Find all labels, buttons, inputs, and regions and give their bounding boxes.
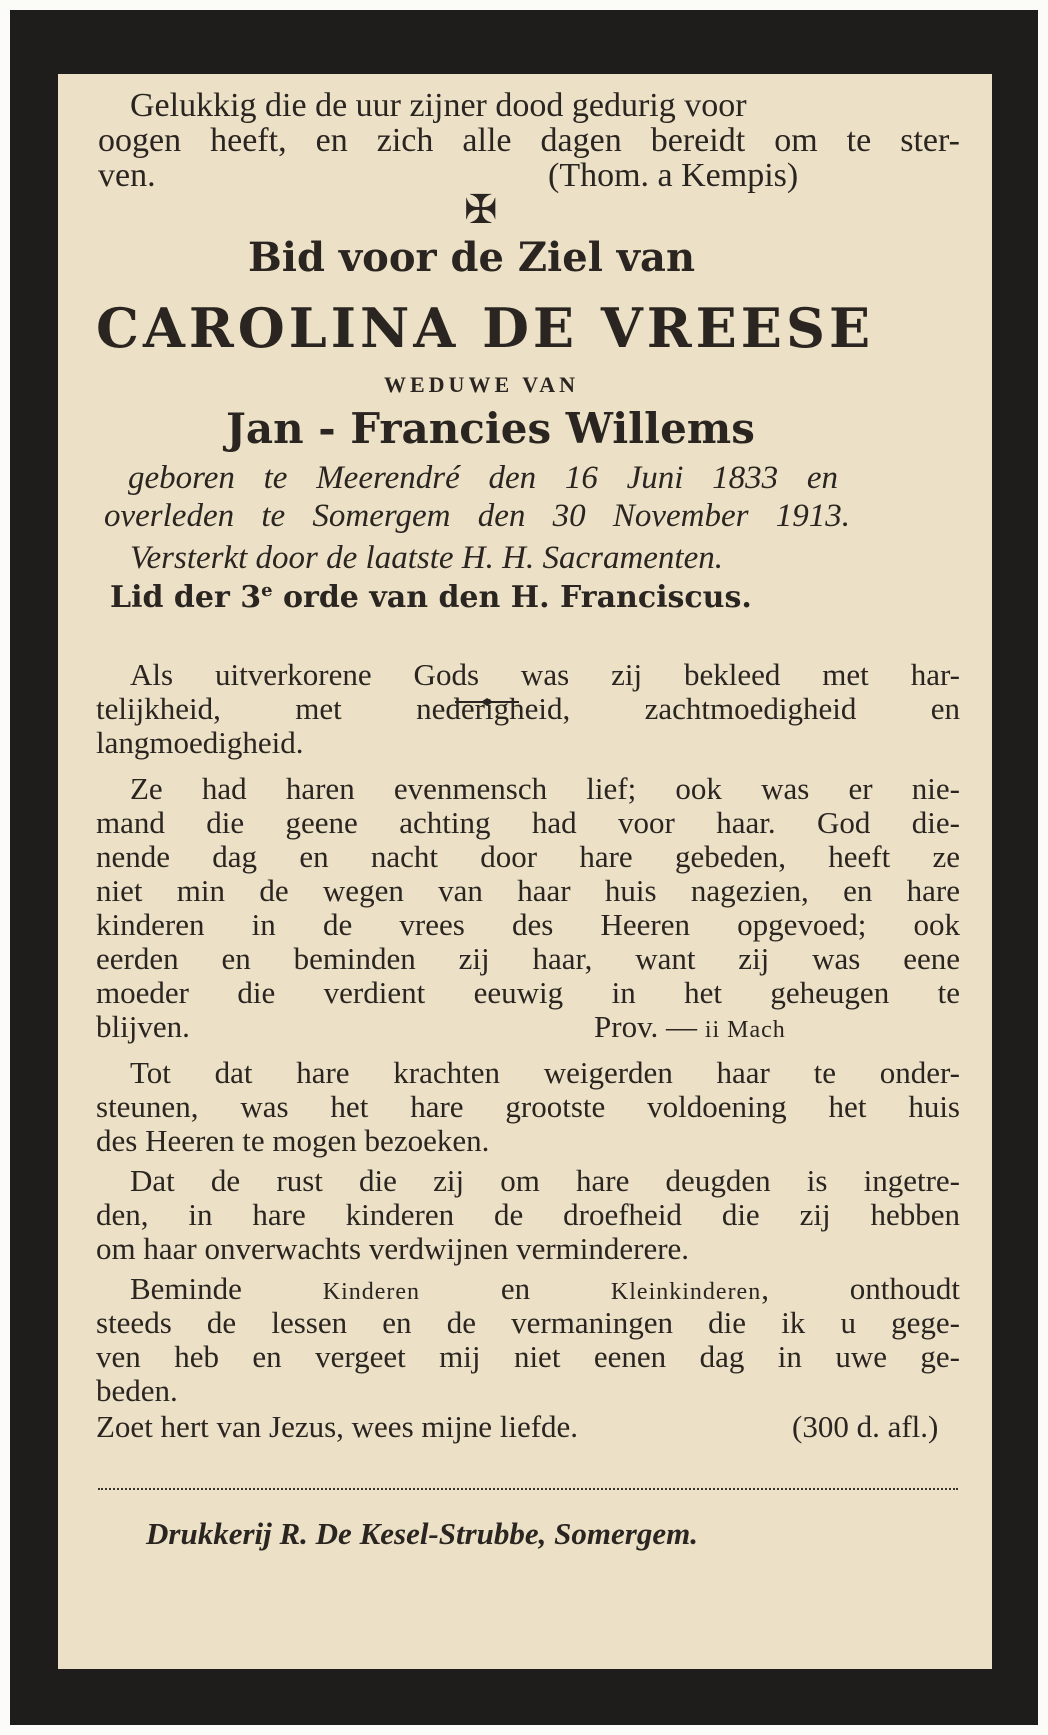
scripture-ref-prov: Prov. — <box>594 1009 705 1044</box>
memorial-card <box>10 10 1038 1725</box>
bid-heading: Bid voor de Ziel van <box>248 234 696 281</box>
paragraph-4-line-3: om haar onverwachts verdwijnen verminderere. <box>96 1231 690 1266</box>
order-suffix: orde van den H. Franciscus. <box>272 580 752 615</box>
epigraph-line-1: Gelukkig die de uur zijner dood gedurig voor <box>130 87 747 124</box>
p5-en: en <box>420 1271 611 1306</box>
paragraph-1-line-2: telijkheid, met nederigheid, zachtmoedigheid en <box>96 691 960 726</box>
death-line: overleden te Somergem den 30 November 1913. <box>104 498 850 534</box>
paragraph-2-line-6: eerden en beminden zij haar, want zij was eene <box>96 941 960 976</box>
scripture-reference <box>594 1010 786 1047</box>
p5-kleinkinderen: Kleinkinderen <box>610 1279 762 1305</box>
sacraments-line: Versterkt door de laatste H. H. Sacramenten. <box>130 540 723 576</box>
order-prefix: Lid der 3 <box>110 580 262 615</box>
paragraph-1-line-1: Als uitverkorene Gods was zij bekleed met har- <box>130 657 960 692</box>
paragraph-4-line-1: Dat de rust die zij om hare deugden is ingetre- <box>130 1163 960 1198</box>
dotted-separator <box>98 1488 958 1490</box>
paragraph-2-line-5: kinderen in de vrees des Heeren opgevoed; ook <box>96 907 960 942</box>
paragraph-2-line-2: mand die geene achting had voor haar. God die- <box>96 805 960 840</box>
widow-label: WEDUWE VAN <box>384 372 580 397</box>
paragraph-5-line-2: steeds de lessen en de vermaningen die ik u gege- <box>96 1305 960 1340</box>
paragraph-2-line-4: niet min de wegen van haar huis nagezien, en hare <box>96 873 960 908</box>
indulgence-note: (300 d. afl.) <box>792 1409 939 1444</box>
paragraph-5-line-3: ven heb en vergeet mij niet eenen dag in uwe ge- <box>96 1339 960 1374</box>
paragraph-2-line-3: nende dag en nacht door hare gebeden, heeft ze <box>96 839 960 874</box>
paragraph-5-line-1 <box>130 1272 960 1309</box>
paragraph-2-line-7: moeder die verdient eeuwig in het geheugen te <box>96 975 960 1010</box>
p5-onthoudt: , onthoudt <box>761 1271 961 1306</box>
paragraph-1-line-3: langmoedigheid. <box>96 725 304 760</box>
paragraph-5-line-4: beden. <box>96 1373 178 1408</box>
paragraph-2-line-8: blijven. <box>96 1009 190 1044</box>
prayer-line: Zoet hert van Jezus, wees mijne liefde. <box>96 1409 579 1444</box>
epigraph-attribution: (Thom. a Kempis) <box>548 157 799 194</box>
paragraph-3-line-2: steunen, was het hare grootste voldoening het huis <box>96 1089 960 1124</box>
paragraph-3-line-1: Tot dat hare krachten weigerden haar te onder- <box>130 1055 960 1090</box>
cross-icon: ✠ <box>464 187 498 233</box>
paragraph-2-line-1: Ze had haren evenmensch lief; ook was er nie- <box>130 771 960 806</box>
paragraph-3-line-3: des Heeren te mogen bezoeken. <box>96 1123 490 1158</box>
p5-beminde: Beminde <box>130 1271 323 1306</box>
card-paper <box>58 74 992 1669</box>
scripture-ref-mach: ii Mach <box>704 1017 786 1043</box>
epigraph-line-3: ven. <box>98 157 156 194</box>
p5-kinderen: Kinderen <box>322 1279 421 1305</box>
epigraph-line-2: oogen heeft, en zich alle dagen bereidt om te ster- <box>98 122 960 159</box>
paragraph-4-line-2: den, in hare kinderen de droefheid die zij hebben <box>96 1197 960 1232</box>
birth-line: geboren te Meerendré den 16 Juni 1833 en <box>128 460 838 496</box>
printer-credit: Drukkerij R. De Kesel-Strubbe, Somergem. <box>146 1516 698 1551</box>
order-superscript: e <box>261 580 273 601</box>
husband-name: Jan - Francies Willems <box>226 404 755 453</box>
deceased-name: CAROLINA DE VREESE <box>96 296 875 360</box>
order-line <box>110 580 752 615</box>
